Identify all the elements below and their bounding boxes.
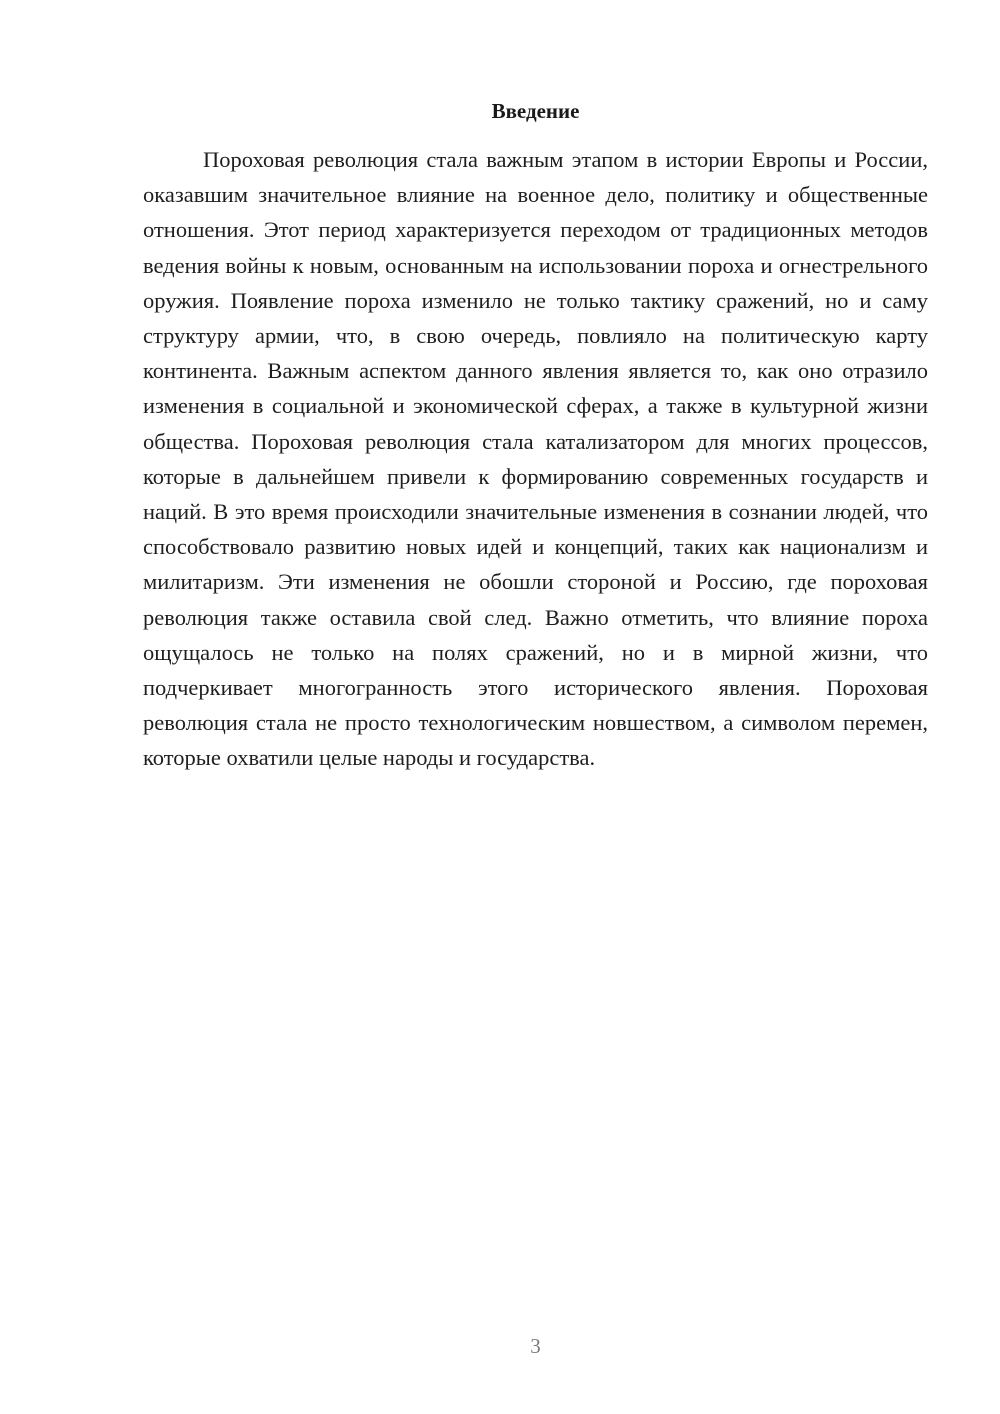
section-heading: Введение <box>491 99 580 123</box>
body-paragraph: Пороховая революция стала важным этапом в истории Европы и России, оказавшим значительное влияние на военное дело, политику и общественные отношения. Этот период характеризуется переходом от традиционных методов ведения войны к новым, основанным на использовании пороха и огнестрельного оружия. Появление пороха изменило не только тактику сражений, но и саму структуру армии, что, в свою очередь, повлияло на политическую карту континента. Важным аспектом данного явления является то, как оно отразило изменения в социальной и экономической сферах, а также в культурной жизни общества. Пороховая революция стала катализатором для многих процессов, которые в дальнейшем привели к формированию современных государств и наций. В это время происходили значительные изменения в сознании людей, что способствовало развитию новых идей и концепций, таких как национализм и милитаризм. Эти изменения не обошли стороной и Россию, где пороховая революция также оставила свой след. Важно отметить, что влияние пороха ощущалось не только на полях сражений, но и в мирной жизни, что подчеркивает многогранность этого исторического явления. Пороховая революция стала не просто технологическим новшеством, а символом перемен, которые охватили целые народы и государства. <box>143 147 928 771</box>
page-number: 3 <box>530 1334 541 1358</box>
